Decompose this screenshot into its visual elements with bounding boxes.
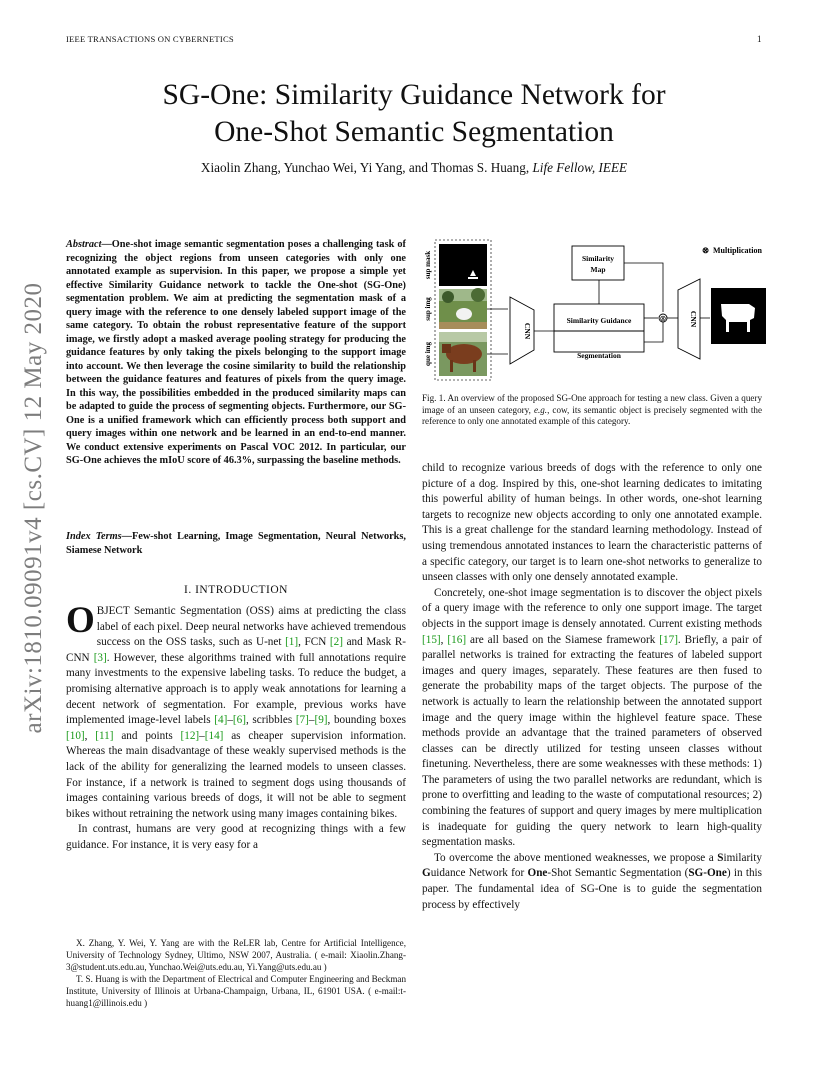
- paragraph: Concretely, one-shot image segmentation is to discover the object pixels of a query image with the reference to only one support image. The target objects in the support image is densely annotated. Current existing methods [15], [16] are all based on the Siamese framework [17]. Briefly, a pair of parallel networks is trained for extracting the features of labeled support images and query images, separately. These features are then fused to generate the probability maps of the target objects. The purpose of the network is actually to learn the relationship between the annotated support image and the query image within the highlevel feature space. These methods provide an advantage that the trained parameters of observed classes can be directly utilized for testing unseen classes without finetuning. Nevertheless, there are some weaknesses with these methods: 1) The parameters of using the two parallel networks are redundant, which is prone to overfitting and leading to the waste of computational resources; 2) combining the features of support and query images by mere multiplication is inadequate for guiding the query network to learn high-quality segmentation masks.: [422, 586, 763, 849]
- citation-link[interactable]: [6]: [232, 714, 246, 727]
- similarity-guidance-box: [554, 304, 644, 352]
- index-terms: Index Terms—Few-shot Learning, Image Segmentation, Neural Networks, Siamese Network: [66, 531, 406, 556]
- svg-text:Segmentation: Segmentation: [577, 351, 621, 360]
- svg-text:⊗: ⊗: [659, 314, 667, 323]
- citation-link[interactable]: [16]: [447, 633, 467, 646]
- citation-link[interactable]: [9]: [314, 714, 328, 727]
- footnotes: [66, 938, 406, 1011]
- support-mask-image: [439, 244, 487, 286]
- page-number: 1: [757, 34, 762, 44]
- citation-link[interactable]: [3]: [93, 651, 107, 664]
- citation-link[interactable]: [2]: [329, 636, 343, 649]
- citation-link[interactable]: [1]: [285, 636, 299, 649]
- intro-paragraph-2: In contrast, humans are very good at recognizing things with a few guidance. For instance, it is very easy for a: [66, 823, 406, 851]
- query-image: [439, 332, 487, 376]
- citation-link[interactable]: [7]: [295, 714, 309, 727]
- footnote: T. S. Huang is with the Department of Electrical and Computer Engineering and Beckman Institute, University of Illinois at Urbana-Champaign, Urbana, IL, 61901 USA. ( e-mail:t-huang1@illinois.edu ): [66, 974, 406, 1008]
- svg-text:Map: Map: [590, 265, 606, 274]
- citation-link[interactable]: [12]: [180, 729, 200, 742]
- svg-text:Similarity: Similarity: [581, 254, 615, 263]
- citation-link[interactable]: [14]: [204, 729, 224, 742]
- similarity-map-box: [572, 246, 624, 280]
- svg-text:CNN: CNN: [523, 322, 532, 340]
- drop-cap: O: [66, 600, 95, 641]
- abstract: Abstract—One-shot image semantic segmentation poses a challenging task of recognizing the object regions from unseen categories with only one annotated example as supervision. In this paper, we propose a simple yet effective Similarity Guidance network to tackle the One-shot (SG-One) segmentation problem. We aim at predicting the segmentation mask of a query image with the reference to one densely labeled support image of the same category. To obtain the robust representative feature of the support image, we firstly adopt a masked average pooling strategy for producing the guidance features by only taking the pixels belonging to the support image into account. We then leverage the cosine similarity to build the relationship between the guidance features and features of pixels from the query image. In this way, the possibilities embedded in the produced similarity maps can be adapted to guide the process of segmenting objects. Furthermore, our SG-One is a unified framework which can efficiently process both support and query images within one network and be learned in an end-to-end manner. We conduct extensive experiments on Pascal VOC 2012. In particular, our SG-One achieves the mIoU score of 46.3%, surpassing the baseline methods.: [66, 239, 406, 466]
- right-column-text: [422, 461, 762, 913]
- citation-link[interactable]: [4]: [214, 714, 228, 727]
- svg-text:Multiplication: Multiplication: [713, 246, 762, 255]
- svg-text:Similarity Guidance: Similarity Guidance: [566, 316, 632, 325]
- intro-text: [66, 600, 407, 854]
- citation-link[interactable]: [10]: [66, 729, 85, 742]
- citation-link[interactable]: [15]: [422, 633, 441, 646]
- paragraph: child to recognize various breeds of dogs with the reference to only one picture of a dog. Inspired by this, one-shot learning dedicates to imitating this powerful ability of human beings. In other words, one-shot learning targets to recognize new objects according to only one annotated example. This is a great challenge for the standard learning methodology. Instead of using tremendous annotated instances to learn the characteristic patterns of a specific category, our target is to learn one-shot networks to generalize to unseen classes with only one densely annotated example.: [422, 462, 762, 584]
- figure-caption: Fig. 1. An overview of the proposed SG-One approach for testing a new class. Given a query image of an unseen category, e.g., cow, its semantic object is precisely segmented with the reference to only one annotated example of this category.: [422, 393, 763, 427]
- support-image: [439, 288, 487, 329]
- paragraph: To overcome the above mentioned weaknesses, we propose a Similarity Guidance Network for One-Shot Semantic Segmentation (SG-One) in this paper. The fundamental idea of SG-One is to guide the segmentation process by effectively: [422, 851, 763, 911]
- running-header: IEEE TRANSACTIONS ON CYBERNETICS: [66, 34, 234, 44]
- intro-paragraph-1: OBJECT Semantic Segmentation (OSS) aims at predicting the class label of each pixel. Deep neural networks have achieved tremendous success on the OSS tasks, such as U-net [1], FCN [2] and Mask R-CNN [3]. However, these algorithms trained with full annotations require many investments to the expensive labeling tasks. To reduce the budget, a promising alternative approach is to apply weak annotations for learning a decent network of segmentation. For example, previous works have implemented image-level labels [4]–[6], scribbles [7]–[9], bounding boxes [10], [11] and points [12]–[14] as cheaper supervision information. Whereas the main disadvantage of these weakly supervised methods is the lack of the ability for generalizing the learned models to unseen classes. For instance, if a network is trained to segment dogs using thousands of images containing various breeds of dogs, it will not be able to segment bikes without retraining the network using many images containing bikes.: [66, 600, 407, 820]
- multiplication-icon: ⊗: [702, 245, 710, 255]
- svg-text:que img: que img: [424, 342, 432, 366]
- citation-link[interactable]: [17]: [659, 633, 678, 646]
- svg-text:CNN: CNN: [689, 310, 698, 328]
- author-list: Xiaolin Zhang, Yunchao Wei, Yi Yang, and Thomas S. Huang, Life Fellow, IEEE: [200, 160, 628, 175]
- figure-1: [420, 232, 770, 390]
- svg-text:sup img: sup img: [424, 297, 432, 321]
- citation-link[interactable]: [11]: [95, 729, 114, 742]
- section-heading: I. INTRODUCTION: [184, 584, 288, 596]
- legend: [702, 245, 762, 255]
- footnote: X. Zhang, Y. Wei, Y. Yang are with the ReLER lab, Centre for Artificial Intelligence, University of Technology Sydney, Ultimo, NSW 2007, Australia. ( e-mail: Xiaolin.Zhang-3@student.uts.edu.au, Yunchao.Wei@uts.edu.au, Yi.Yang@uts.edu.au ): [66, 938, 406, 972]
- paper-title: SG-One: Similarity Guidance Network for One-Shot Semantic Segmentation: [162, 79, 666, 148]
- arxiv-stamp: arXiv:1810.09091v4 [cs.CV] 12 May 2020: [20, 282, 47, 734]
- svg-text:sup mask: sup mask: [424, 250, 432, 280]
